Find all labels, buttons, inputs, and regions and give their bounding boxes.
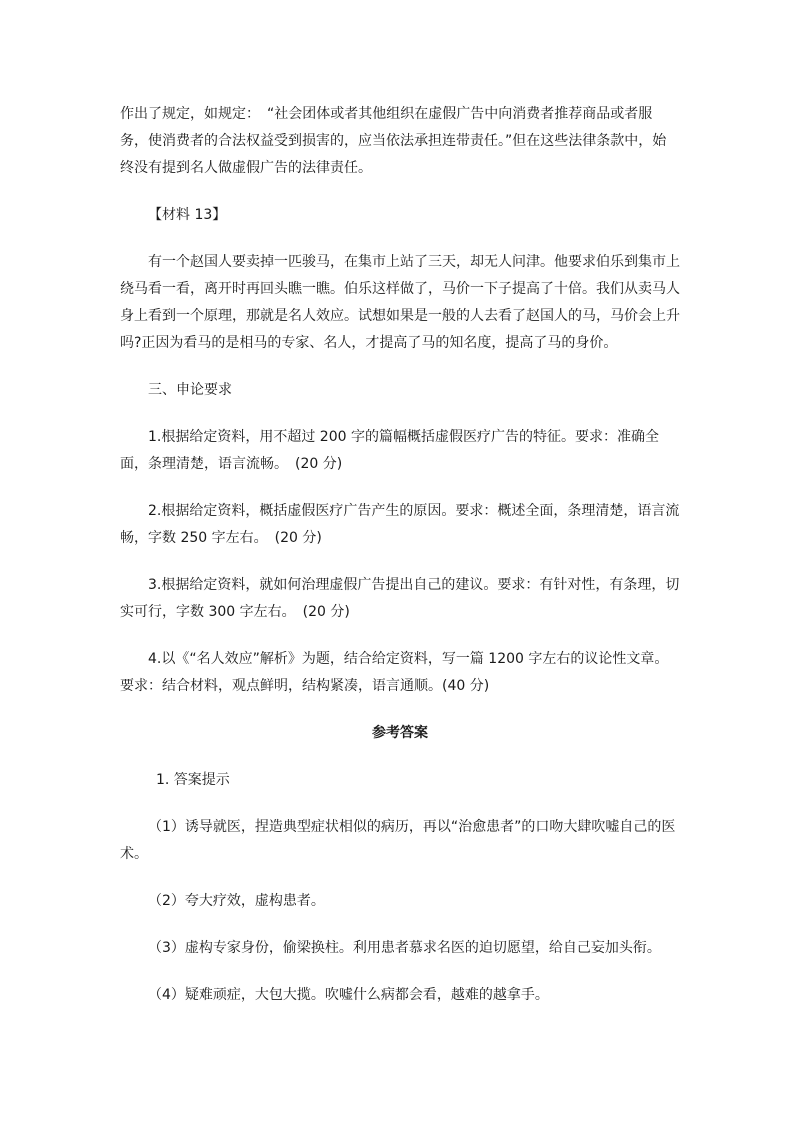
answer-item-2: （2）夸大疗效，虚构患者。 bbox=[148, 893, 325, 909]
document-body bbox=[120, 101, 680, 1009]
requirement-1: 1.根据给定资料，用不超过 200 字的篇幅概括虚假医疗广告的特征。要求：准确全面，条理清楚，语言流畅。 (20 分) bbox=[120, 429, 659, 472]
requirements-section-heading: 三、申论要求 bbox=[148, 382, 232, 398]
material-13-heading: 【材料 13】 bbox=[148, 207, 227, 223]
requirement-3: 3.根据给定资料，就如何治理虚假广告提出自己的建议。要求：有针对性，有条理，切实可行，字数 300 字左右。 (20 分) bbox=[120, 577, 680, 620]
answer-hint-heading: 1. 答案提示 bbox=[156, 772, 230, 788]
paragraph-legal-provisions: 作出了规定，如规定： “社会团体或者其他组织在虚假广告中向消费者推荐商品或者服务，使消费者的合法权益受到损害的，应当依法承担连带责任。”但在这些法律条款中，始终没有提到名人做虚假广告的法律责任。 bbox=[120, 106, 667, 176]
answer-item-3: （3）虚构专家身份，偷梁换柱。利用患者慕求名医的迫切愿望，给自己妄加头衔。 bbox=[148, 940, 661, 956]
answer-item-4: （4）疑难顽症，大包大揽。吹嘘什么病都会看，越难的越拿手。 bbox=[148, 987, 549, 1003]
requirement-2: 2.根据给定资料，概括虚假医疗广告产生的原因。要求：概述全面，条理清楚，语言流畅，字数 250 字左右。 (20 分) bbox=[120, 503, 680, 546]
paragraph-horse-story: 有一个赵国人要卖掉一匹骏马，在集市上站了三天，却无人问津。他要求伯乐到集市上绕马看一看，离开时再回头瞧一瞧。伯乐这样做了，马价一下子提高了十倍。我们从卖马人身上看到一个原理，那就是名人效应。试想如果是一般的人去看了赵国人的马，马价会上升吗?正因为看马的是相马的专家、名人，才提高了马的知名度，提高了马的身价。 bbox=[120, 254, 680, 351]
answer-item-1: （1）诱导就医，捏造典型症状相似的病历，再以“治愈患者”的口吻大肆吹嘘自己的医术。 bbox=[120, 819, 676, 862]
requirement-4: 4.以《“名人效应”解析》为题，结合给定资料，写一篇 1200 字左右的议论性文章。要求：结合材料，观点鲜明，结构紧凑，语言通顺。(40 分) bbox=[120, 651, 669, 694]
reference-answers-heading: 参考答案 bbox=[372, 725, 428, 741]
